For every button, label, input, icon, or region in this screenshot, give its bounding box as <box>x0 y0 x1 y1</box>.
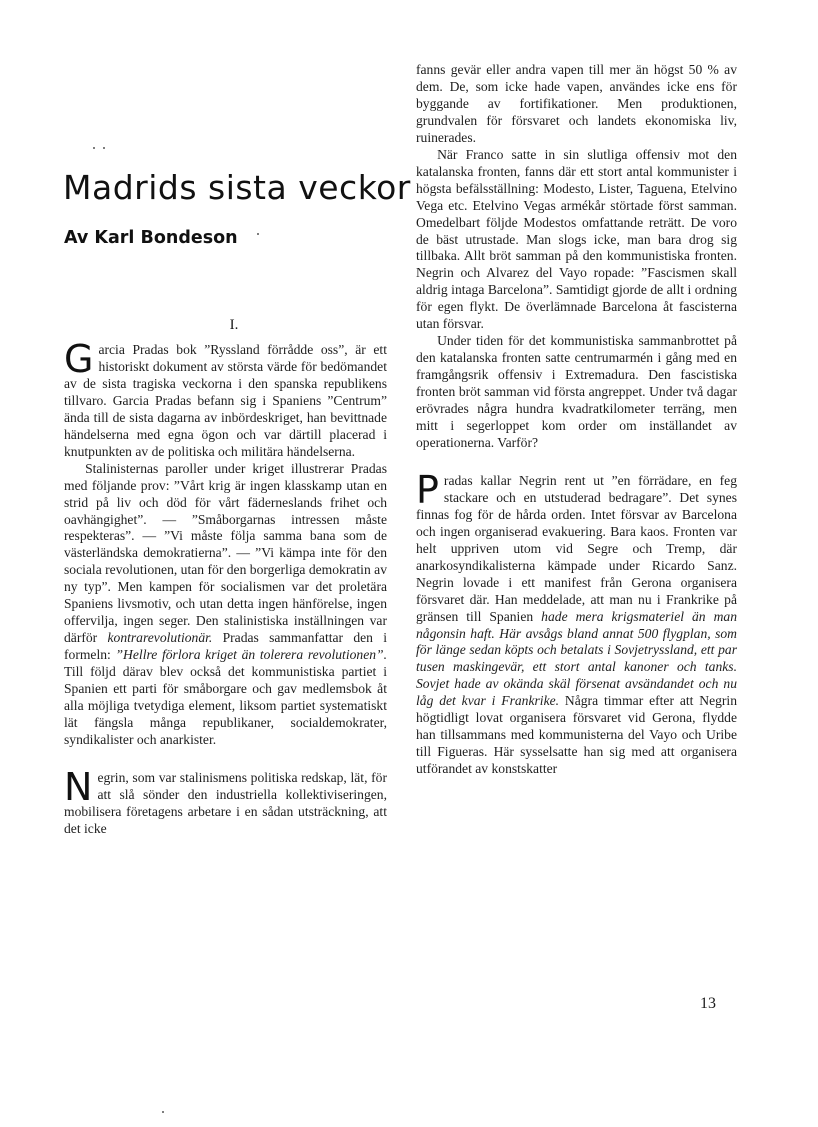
paragraph-text: Pradas sammanfattar den i formeln: <box>64 630 388 663</box>
drop-cap: G <box>64 337 94 381</box>
paragraph <box>416 467 738 778</box>
paragraph <box>64 337 387 461</box>
emphasis-text: ”Hellre förlora kriget än tolerera revolutionen”. <box>115 647 387 663</box>
emphasis-text: hade mera krigsmateriel än man någonsin haft. Här avsågs bland annat 500 flygplan, som för länge sedan köpts och betalats i Sovjetryssland, ett par tusen maskingevär, ett stort antal kanoner och tanks. Sovjet hade av okända skäl försenat avsändandet och nu låg det kvar i Frankrike. <box>416 608 738 709</box>
print-speck <box>162 1111 164 1113</box>
paragraph-text: fanns gevär eller andra vapen till mer än högst 50 % av dem. De, som icke hade vapen, användes icke ens för byggande av fortifikationer. Men produktionen, grundvalen för försvaret och landets ekonomiska liv, ruinerades. <box>416 62 737 145</box>
print-speck <box>257 233 259 235</box>
section-number: I. <box>229 317 239 333</box>
paragraph-text: radas kallar Negrin rent ut ”en förrädare, en feg stackare och en utstuderad bedragare”. Det synes finnas fog för de hårda orden. Intet försvar av Barcelona och ingen organiserad evakuering. Bara kaos. Fronten var helt uppriven utom vid Segre och Tremp, där anarkosyndikalisterna kämpade under Ricardo Sanz. Negrin lovade i ett manifest från Gerona organisera försvaret där. Han meddelade, att man nu i Frankrike på gränsen till Spanien <box>416 472 737 624</box>
article-byline: Av Karl Bondeson <box>64 228 238 248</box>
article-title: Madrids sista veckor <box>63 168 411 207</box>
drop-cap: P <box>416 467 439 512</box>
drop-cap: N <box>64 764 93 809</box>
paragraph-text: arcia Pradas bok ”Ryssland förrådde oss”, är ett historiskt dokument av största värde för bedömandet av de sista tragiska veckorna i den spanska republikens tillvaro. Garcia Pradas befann sig i Spaniens ”Centrum” ända till de sista dagarna av inbördeskriget, han bevittnade händelserna med egna ögon och var därtill placerad i knutpunkten av de politiska och militära händelserna. <box>64 342 387 459</box>
paragraph-text: Till följd därav blev också det kommunistiska partiet i Spanien ett parti för småborgare och gav medlemsbok åt alla möjliga tvetydiga element, liksom partiet systematiskt lät fängsla många republikaner, socialdemokrater, syndikalister och anarkister. <box>64 664 387 747</box>
paragraph <box>64 764 387 838</box>
paragraph <box>416 147 737 333</box>
paragraph-text: Under tiden för det kommunistiska sammanbrottet på den katalanska fronten satte centrumarmén i gång med en framgångsrik offensiv i Extremadura. Den fascistiska fronten bröt samman vid första angreppet. Under två dagar erövrades några hundra kvadratkilometer terräng, men mitt i segerloppet kom order om inställandet av operationerna. Varför? <box>416 333 737 450</box>
left-column <box>64 337 388 838</box>
paragraph-text: Stalinisternas paroller under kriget illustrerar Pradas med följande prov: ”Vårt krig är ingen klasskamp utan en strid på liv och död för vårt fäderneslands frihet och oavhängighet”. — ”Småborgarnas intressen måste respekteras”. — ”Vi måste följa samma bana som de västerländska demokratierna”. — ”Vi kämpa inte för den sociala revolutionen, utan för den borgerliga demokratin av ny typ”. Men kampen för socialismen var det proletära Spaniens livsmotiv, och utan detta ingen hänförelse, ingen offervilja, ingen seger. Den stalinistiska inställningen var därför <box>64 460 387 646</box>
emphasis-text: kontrarevolutionär. <box>107 630 213 646</box>
paragraph-text: När Franco satte in sin slutliga offensiv mot den katalanska fronten, fanns där ett stort antal kommunister i högsta befälsställning: Modesto, Lister, Taguena, Etelvino Vega etc. Etelvino Vegas armékår störtade först samman. Omedelbart följde Modestos omfattande reträtt. De voro de bäst utrustade. Man slogs icke, man bara drog sig tillbaka. Allt bröt samman på den kommunistiska fronten. Negrin och Alvarez del Vayo ropade: ”Fascismen skall aldrig intaga Barcelona”. Samtidigt gjorde de allt i ordning för egen flykt. De överlämnade Barcelona åt fascisterna utan försvar. <box>416 146 737 332</box>
print-speck <box>93 147 95 149</box>
paragraph-text: Några timmar efter att Negrin högtidligt lovat organisera försvaret vid Gerona, flydde han tillsammans med kommunisterna del Vayo och Uribe till Figueras. Här sysselsatte han sig med att organisera utförandet av konstskatter <box>416 693 737 777</box>
paragraph <box>416 62 737 147</box>
paragraph-text: egrin, som var stalinismens politiska redskap, lät, för att slå sönder den industriella kollektiviseringen, mobilisera företagens arbetare i en sådan utsträckning, att det icke <box>64 769 387 836</box>
right-column <box>416 62 737 778</box>
print-speck <box>103 147 105 149</box>
paragraph <box>64 461 387 749</box>
page-number: 13 <box>700 995 716 1012</box>
paragraph <box>416 333 737 452</box>
